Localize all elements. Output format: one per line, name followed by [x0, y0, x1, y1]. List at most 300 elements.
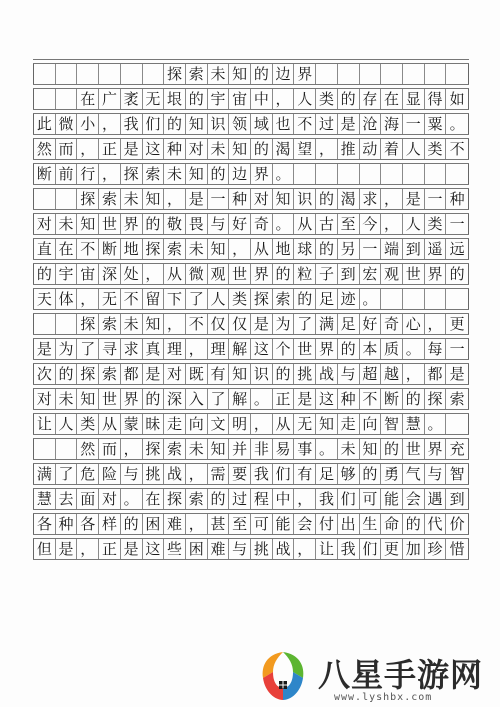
row-cells: [33, 464, 469, 484]
grid-cell: [403, 164, 425, 184]
grid-cell: ，: [229, 239, 251, 259]
grid-cell: 至: [229, 514, 251, 534]
grid-cell: 与: [425, 464, 447, 484]
grid-cell: 小: [77, 114, 99, 134]
grid-cell: 我: [316, 489, 338, 509]
grid-cell: 会: [294, 514, 316, 534]
grid-cell: 行: [77, 164, 99, 184]
grid-cell: 够: [338, 464, 360, 484]
grid-cell: 更: [381, 539, 403, 559]
grid-cell: 界: [121, 389, 143, 409]
grid-cell: 识: [251, 364, 273, 384]
row-cells: [33, 414, 469, 434]
grid-cell: 样: [99, 514, 121, 534]
grid-cell: 并: [229, 439, 251, 459]
grid-cell: 了: [294, 314, 316, 334]
grid-cell: 然: [34, 139, 56, 159]
site-logo-icon: [255, 648, 311, 704]
grid-cell: 未: [56, 389, 78, 409]
grid-cell: 慧: [403, 414, 425, 434]
grid-cell: 而: [99, 439, 121, 459]
essay-row: [33, 459, 469, 484]
grid-cell: 存: [360, 89, 382, 109]
grid-cell: 可: [251, 514, 273, 534]
grid-cell: 。: [360, 289, 382, 309]
grid-cell: 易: [273, 439, 295, 459]
grid-cell: [446, 164, 468, 184]
grid-cell: 更: [449, 314, 465, 333]
essay-row: [33, 284, 469, 309]
grid-cell: 探: [77, 314, 99, 334]
grid-cell: 一: [425, 189, 447, 209]
grid-cell: 的: [449, 264, 465, 283]
grid-cell: 满: [34, 464, 56, 484]
grid-cell: 是: [143, 364, 165, 384]
grid-cell: 世: [403, 264, 425, 284]
grid-cell: 珍: [425, 539, 447, 559]
grid-cell: 探: [143, 239, 165, 259]
grid-cell: 去: [56, 489, 78, 509]
grid-cell: 寻: [99, 339, 121, 359]
grid-cell: 不: [121, 289, 143, 309]
grid-cell: 过: [229, 489, 251, 509]
grid-cell: 险: [99, 464, 121, 484]
grid-cell: 下: [164, 289, 186, 309]
grid-cell: 挑: [143, 464, 165, 484]
grid-cell: 渴: [273, 139, 295, 159]
grid-cell: ，: [316, 139, 338, 159]
grid-cell: 挑: [294, 364, 316, 384]
grid-cell: 战: [316, 364, 338, 384]
grid-cell: 识: [294, 189, 316, 209]
grid-cell: 种: [164, 139, 186, 159]
grid-cell: 的: [338, 89, 360, 109]
grid-cell: 世: [229, 264, 251, 284]
grid-cell: 探: [77, 189, 99, 209]
grid-cell: [381, 164, 403, 184]
grid-cell: 危: [77, 464, 99, 484]
grid-cell: 未: [121, 314, 143, 334]
grid-cell: 种: [338, 389, 360, 409]
essay-row: [33, 159, 469, 184]
grid-cell: 正: [99, 539, 121, 559]
grid-cell: 宙: [77, 264, 99, 284]
grid-cell: 界: [251, 164, 273, 184]
grid-cell: 在: [381, 89, 403, 109]
grid-cell: [99, 64, 121, 84]
grid-cell: 。: [273, 164, 295, 184]
site-name: 八星手游网: [318, 656, 484, 694]
essay-row: [33, 234, 469, 259]
row-cells: [33, 89, 469, 109]
essay-row: [33, 509, 469, 534]
grid-cell: 战: [164, 464, 186, 484]
grid-cell: 未: [186, 439, 208, 459]
grid-cell: 从: [251, 239, 273, 259]
grid-cell: 了: [56, 464, 78, 484]
grid-cell: 与: [121, 464, 143, 484]
grid-cell: 索: [273, 289, 295, 309]
grid-cell: 体: [56, 289, 78, 309]
grid-cell: 解: [229, 389, 251, 409]
grid-cell: 命: [381, 514, 403, 534]
grid-cell: 知: [143, 314, 165, 334]
grid-cell: 走: [338, 414, 360, 434]
grid-cell: 的: [360, 464, 382, 484]
essay-row: [33, 384, 469, 409]
grid-cell: 各: [34, 514, 56, 534]
grid-cell: 仅: [208, 314, 230, 334]
grid-cell: [34, 64, 56, 84]
grid-cell: 的: [403, 389, 425, 409]
grid-cell: 域: [251, 114, 273, 134]
grid-cell: 迹: [338, 289, 360, 309]
grid-cell: 地: [273, 239, 295, 259]
grid-cell: 难: [164, 514, 186, 534]
row-cells: [33, 214, 469, 234]
grid-cell: 天: [34, 289, 56, 309]
grid-cell: [338, 164, 360, 184]
grid-cell: 有: [208, 364, 230, 384]
grid-cell: 挑: [251, 539, 273, 559]
grid-cell: [316, 164, 338, 184]
grid-cell: 都: [121, 364, 143, 384]
grid-cell: 的: [208, 489, 230, 509]
grid-cell: 奇: [251, 214, 273, 234]
grid-cell: 仅: [229, 314, 251, 334]
grid-cell: 垠: [164, 89, 186, 109]
grid-cell: 真: [143, 339, 165, 359]
grid-cell: ，: [403, 364, 425, 384]
grid-cell: 观: [208, 264, 230, 284]
grid-cell: 了: [208, 389, 230, 409]
grid-cell: 的: [164, 114, 186, 134]
grid-cell: 困: [186, 539, 208, 559]
grid-cell: 粟: [425, 114, 447, 134]
grid-cell: ，: [164, 314, 186, 334]
grid-cell: 知: [316, 414, 338, 434]
grid-cell: 界: [294, 64, 316, 84]
row-cells: [33, 139, 469, 159]
grid-cell: 需: [208, 464, 230, 484]
grid-cell: 甚: [208, 514, 230, 534]
grid-cell: 宙: [229, 89, 251, 109]
grid-cell: 粒: [294, 264, 316, 284]
grid-cell: [446, 414, 468, 434]
grid-bottom-line: [33, 559, 469, 560]
grid-cell: 微: [56, 114, 78, 134]
grid-cell: 望: [294, 139, 316, 159]
grid-cell: 们: [273, 464, 295, 484]
grid-cell: 智: [381, 414, 403, 434]
essay-row: [33, 84, 469, 109]
grid-cell: 加: [403, 539, 425, 559]
grid-cell: 未: [208, 64, 230, 84]
grid-cell: 未: [121, 189, 143, 209]
grid-cell: 显: [403, 89, 425, 109]
grid-cell: 是: [251, 314, 273, 334]
grid-cell: 宏: [360, 264, 382, 284]
grid-cell: 足: [316, 464, 338, 484]
grid-cell: 不: [294, 114, 316, 134]
grid-cell: 界: [425, 439, 447, 459]
grid-cell: 。: [316, 439, 338, 459]
essay-row: [33, 59, 469, 84]
grid-cell: [425, 64, 447, 84]
grid-cell: 们: [338, 489, 360, 509]
grid-cell: 种: [56, 514, 78, 534]
grid-cell: [34, 189, 56, 209]
grid-cell: 正: [273, 389, 295, 409]
essay-row: [33, 309, 469, 334]
row-cells: [33, 339, 469, 359]
row-cells: [33, 189, 469, 209]
grid-cell: 处: [121, 264, 143, 284]
grid-cell: 到: [338, 264, 360, 284]
grid-cell: 在: [56, 239, 78, 259]
grid-cell: 对: [251, 189, 273, 209]
grid-cell: ，: [77, 139, 99, 159]
site-url: www.lyshbx.com: [334, 692, 433, 703]
grid-cell: 一: [449, 339, 465, 358]
grid-cell: 索: [99, 364, 121, 384]
essay-row: [33, 334, 469, 359]
grid-cell: ，: [143, 264, 165, 284]
grid-cell: 这: [316, 389, 338, 409]
site-watermark: [250, 648, 500, 707]
grid-cell: [294, 164, 316, 184]
grid-cell: 直: [34, 239, 56, 259]
grid-cell: [34, 439, 56, 459]
grid-cell: 今: [360, 214, 382, 234]
grid-cell: [425, 289, 447, 309]
grid-cell: 断: [381, 389, 403, 409]
grid-cell: 而: [56, 139, 78, 159]
grid-cell: 索: [186, 64, 208, 84]
grid-cell: 深: [99, 264, 121, 284]
grid-cell: 对: [34, 214, 56, 234]
grid-cell: 满: [316, 314, 338, 334]
grid-cell: 从: [294, 214, 316, 234]
grid-cell: 探: [251, 289, 273, 309]
grid-cell: 此: [34, 114, 56, 134]
grid-cell: [34, 314, 56, 334]
grid-cell: 人: [403, 214, 425, 234]
grid-cell: 宇: [208, 89, 230, 109]
grid-cell: 未: [338, 439, 360, 459]
grid-cell: 无: [99, 289, 121, 309]
grid-cell: 慧: [34, 489, 56, 509]
grid-cell: 人: [208, 289, 230, 309]
grid-cell: 个: [273, 339, 295, 359]
grid-cell: 是: [121, 139, 143, 159]
grid-cell: 我: [338, 539, 360, 559]
grid-cell: 敬: [164, 214, 186, 234]
grid-cell: 留: [143, 289, 165, 309]
grid-cell: ，: [294, 539, 316, 559]
grid-cell: 类: [425, 139, 447, 159]
grid-cell: 有: [294, 464, 316, 484]
grid-cell: 类: [316, 89, 338, 109]
grid-cell: 不: [449, 139, 465, 158]
grid-cell: 的: [273, 364, 295, 384]
grid-cell: 界: [316, 339, 338, 359]
grid-cell: 非: [251, 439, 273, 459]
grid-cell: 索: [99, 189, 121, 209]
grid-cell: ，: [381, 189, 403, 209]
grid-cell: ，: [186, 339, 208, 359]
grid-cell: 知: [208, 439, 230, 459]
grid-cell: 是: [186, 189, 208, 209]
grid-cell: 的: [403, 514, 425, 534]
grid-cell: 解: [229, 339, 251, 359]
grid-cell: 与: [338, 364, 360, 384]
grid-cell: 知: [186, 164, 208, 184]
grid-cell: 是: [294, 389, 316, 409]
grid-cell: [56, 189, 78, 209]
essay-row: [33, 359, 469, 384]
grid-cell: 过: [316, 114, 338, 134]
grid-cell: 未: [56, 214, 78, 234]
grid-cell: 一: [360, 239, 382, 259]
grid-cell: 知: [229, 139, 251, 159]
grid-cell: 未: [186, 239, 208, 259]
grid-cell: 索: [164, 439, 186, 459]
grid-cell: 观: [381, 264, 403, 284]
grid-cell: 这: [251, 339, 273, 359]
grid-cell: 得: [425, 89, 447, 109]
row-cells: [33, 389, 469, 409]
grid-cell: 次: [34, 364, 56, 384]
grid-cell: 心: [403, 314, 425, 334]
essay-row: [33, 484, 469, 509]
grid-cell: 文: [208, 414, 230, 434]
grid-cell: ，: [186, 464, 208, 484]
row-cells: [33, 64, 469, 84]
grid-cell: [77, 64, 99, 84]
grid-cell: 知: [186, 114, 208, 134]
grid-cell: 人: [56, 414, 78, 434]
grid-cell: 无: [294, 414, 316, 434]
grid-cell: 着: [381, 139, 403, 159]
row-cells: [33, 114, 469, 134]
grid-cell: 未: [164, 164, 186, 184]
grid-cell: 一: [403, 114, 425, 134]
grid-cell: 我: [121, 114, 143, 134]
grid-cell: 价: [449, 514, 465, 533]
grid-cell: 的: [121, 514, 143, 534]
grid-cell: 探: [143, 439, 165, 459]
grid-cell: 了: [77, 339, 99, 359]
grid-cell: 人: [403, 139, 425, 159]
grid-cell: 知: [360, 439, 382, 459]
grid-cell: 是: [121, 539, 143, 559]
grid-cell: 的: [251, 139, 273, 159]
grid-cell: 是: [449, 364, 465, 383]
grid-cell: 世: [99, 214, 121, 234]
grid-cell: 不: [186, 314, 208, 334]
essay-row: [33, 434, 469, 459]
row-cells: [33, 539, 469, 559]
row-cells: [33, 164, 469, 184]
grid-cell: 向: [360, 414, 382, 434]
grid-cell: 明: [229, 414, 251, 434]
grid-cell: 面: [77, 489, 99, 509]
grid-cell: 不: [360, 389, 382, 409]
grid-cell: 地: [121, 239, 143, 259]
grid-cell: [56, 439, 78, 459]
grid-cell: 的: [381, 439, 403, 459]
grid-cell: 。: [425, 414, 447, 434]
grid-cell: 足: [316, 289, 338, 309]
grid-cell: 代: [425, 514, 447, 534]
grid-cell: 出: [338, 514, 360, 534]
grid-cell: 质: [381, 339, 403, 359]
grid-cell: 未: [208, 139, 230, 159]
grid-cell: 索: [164, 239, 186, 259]
grid-cell: 另: [338, 239, 360, 259]
grid-cell: 程: [251, 489, 273, 509]
grid-cell: 种: [449, 189, 465, 208]
grid-cell: 了: [186, 289, 208, 309]
grid-cell: 超: [360, 364, 382, 384]
grid-cell: 前: [56, 164, 78, 184]
grid-cell: 付: [316, 514, 338, 534]
grid-cell: 中: [251, 89, 273, 109]
grid-cell: 界: [425, 264, 447, 284]
grid-cell: 知: [208, 239, 230, 259]
row-cells: [33, 439, 469, 459]
grid-cell: 深: [164, 389, 186, 409]
grid-cell: [143, 64, 165, 84]
grid-cell: 球: [294, 239, 316, 259]
grid-cell: 中: [273, 489, 295, 509]
grid-cell: 界: [121, 214, 143, 234]
grid-cell: 这: [143, 539, 165, 559]
grid-cell: 向: [186, 414, 208, 434]
grid-cell: 子: [316, 264, 338, 284]
grid-cell: 知: [273, 189, 295, 209]
grid-cell: 各: [77, 514, 99, 534]
grid-cell: 既: [186, 364, 208, 384]
grid-cell: 好: [360, 314, 382, 334]
grid-cell: 足: [338, 314, 360, 334]
grid-cell: 一: [208, 189, 230, 209]
grid-cell: ，: [294, 489, 316, 509]
grid-cell: 世: [403, 439, 425, 459]
grid-cell: 人: [294, 89, 316, 109]
grid-cell: 探: [77, 364, 99, 384]
grid-cell: [121, 64, 143, 84]
grid-cell: 这: [143, 139, 165, 159]
grid-cell: ，: [99, 114, 121, 134]
grid-cell: ，: [99, 164, 121, 184]
grid-cell: 走: [164, 414, 186, 434]
grid-cell: [316, 64, 338, 84]
grid-cell: 一: [449, 214, 465, 233]
grid-cell: 的: [56, 364, 78, 384]
grid-cell: 断: [99, 239, 121, 259]
grid-cell: 为: [273, 314, 295, 334]
grid-cell: ，: [121, 439, 143, 459]
grid-cell: 端: [381, 239, 403, 259]
grid-cell: 事: [294, 439, 316, 459]
grid-cell: 广: [99, 89, 121, 109]
grid-cell: 然: [77, 439, 99, 459]
grid-cell: 世: [294, 339, 316, 359]
grid-cell: 遥: [425, 239, 447, 259]
grid-cell: [56, 89, 78, 109]
